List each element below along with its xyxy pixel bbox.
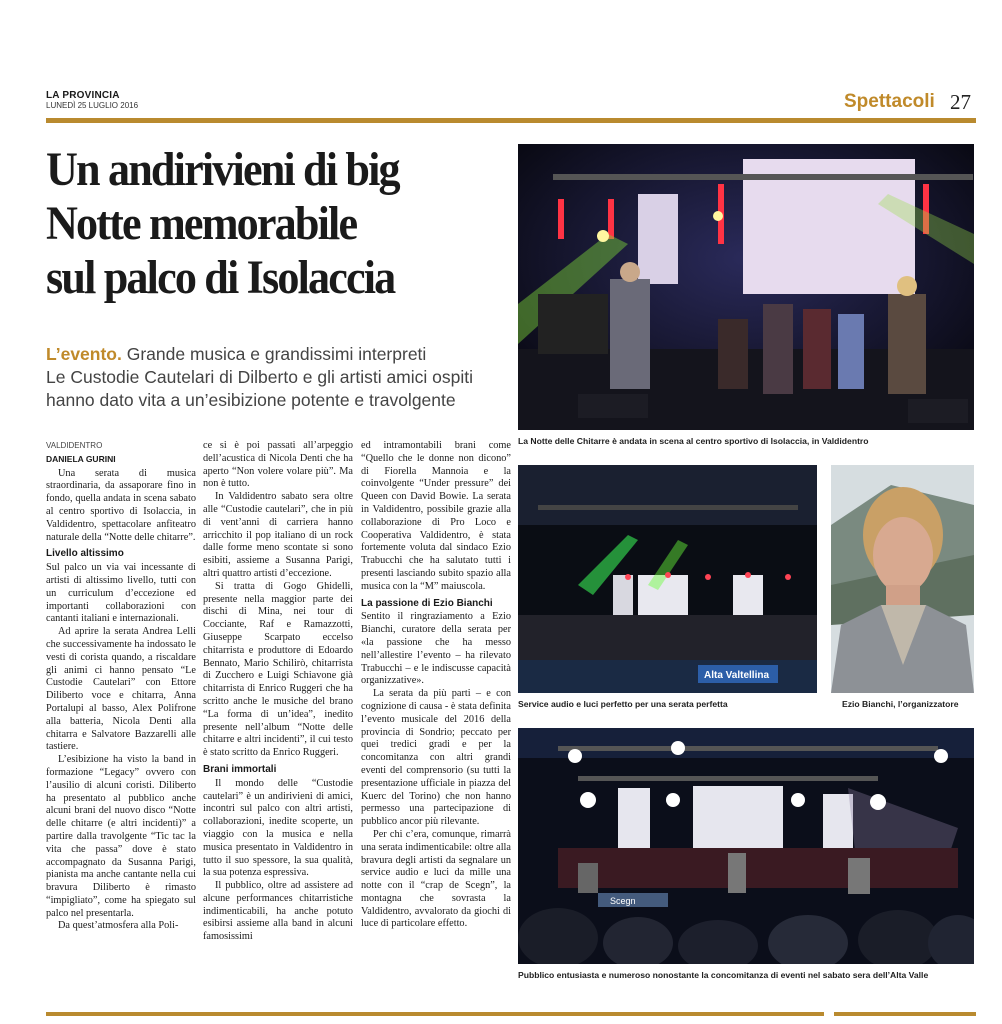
article-paragraph: Si tratta di Gogo Ghidelli, presente nella maggior parte dei dischi di Mina, nei tour di Cocciante, Raf e Ramazzotti, Giuseppe Scarpato eccelso chitarrista e produttore di Edoardo Bennato, Mario Schilirò, chitarrista di Zucchero e Luigi Schiavone già chitarrista di Enrico Ruggeri che ha scritto anche le musiche del brano “La forma di un’idea”, inedito presente nell’album “Notte delle chitarre e altri incidenti”, il cui testo è stato scritto da Enrico Ruggeri. — [203, 580, 353, 759]
deck-line-2: Le Custodie Cautelari di Dilberto e gli artisti amici ospiti — [46, 367, 473, 387]
article-paragraph: Da quest’atmosfera alla Poli- — [58, 920, 179, 932]
headline-line-3: sul palco di Isolaccia — [46, 251, 395, 304]
concert-stage-photo — [518, 144, 974, 430]
byline-place: VALDIDENTRO — [46, 441, 103, 450]
issue-date: LUNEDÌ 25 LUGLIO 2016 — [46, 101, 139, 110]
article-paragraph: Una serata di musica straordinaria, da assaporare fino in fondo, quella andata in scena sabato al centro sportivo di Isolaccia, in Valdidentro, spettacolare anfiteatro naturale della “Notte delle chitarre”. — [46, 467, 196, 543]
deck-line-1: Grande musica e grandissimi interpreti — [126, 344, 427, 364]
organizer-portrait-photo — [831, 465, 974, 693]
photo-caption-2: Service audio e luci perfetto per una serata perfetta — [518, 699, 728, 709]
article-paragraph: L’esibizione ha visto la band in formazione “Legacy” ovvero con l’ausilio di alcuni coristi. Diliberto ha presentato al pubblico anche alcuni brani del nuovo disco “Notte delle chitarre (e altri incidenti)” a partire dalla travolgente “Tic tac la vita che passa” dove è stato accompagnato da Susanna Parigi, pianista ma anche cantante nella cui bravura Diliberto è rimasto “impigliato”, come ha spiegato sul palco nel presentarla. — [46, 754, 196, 919]
article-paragraph: Sul palco un via vai incessante di artisti di altissimo livello, tutti con un curriculum d’eccezione ed importanti collaborazioni con cantanti italiani e internazionali. — [46, 562, 196, 625]
subhead: La passione di Ezio Bianchi — [361, 597, 493, 609]
article-column-1 — [46, 440, 196, 933]
newspaper-name: LA PROVINCIA — [46, 90, 120, 101]
article-paragraph: In Valdidentro sabato sera oltre alle “Custodie cautelari”, che in più di vent’anni di carriera hanno arricchito il pop italiano di un rock dalle forme meno scontate si sono esibiti, assieme a Susanna Parigi, altri quattro artisti d’eccezione. — [203, 491, 353, 579]
article-column-3 — [361, 440, 511, 931]
bottom-rule-right — [834, 1012, 976, 1016]
stage-lights-photo — [518, 465, 817, 693]
bottom-rule-left — [46, 1012, 824, 1016]
deck-kicker: L’evento. — [46, 344, 122, 364]
stage-sign-text: Scegn — [610, 896, 636, 906]
headline-line-1: Un andirivieni di big — [46, 143, 399, 196]
headline — [46, 143, 469, 305]
page-number: 27 — [950, 90, 971, 114]
article-paragraph: ed intramontabili brani come “Quello che le donne non dicono” di Fiorella Mannoia e la coinvolgente “Under pressure” dei Queen con David Bowie. La serata in Valdidentro, possibile grazie alla collaborazione di Pro Loco e Cooperativa Valdidentro, è stata fortemente voluta dal sindaco Ezio Trabucchi che ha salutato tutti i presenti lasciando subito spazio alla musica con la “M” maiuscola. — [361, 440, 511, 592]
section-title: Spettacoli — [844, 91, 935, 112]
article-paragraph: Il mondo delle “Custodie cautelari” è un andirivieni di amici, incontri sul palco con altri artisti, collaborazioni, inedite scoperte, un viaggio con la musica e nella musica presentato in Valdidentro in tutto il suo spessore, la sua qualità, la sua potenza espressiva. — [203, 777, 353, 879]
top-rule — [46, 118, 976, 123]
audience-photo — [518, 728, 974, 964]
article-paragraph: Sentito il ringraziamento a Ezio Bianchi, curatore della serata per «la passione che ha messo nell’allestire l’evento – ha rilevato Trabucchi – e le indiscusse capacità organizzative». — [361, 611, 511, 687]
subhead: Brani immortali — [203, 763, 277, 775]
article-paragraph: ce si è poi passati all’arpeggio dell’acustica di Nicola Denti che ha aperto “Non volere volare più”. Ma non è tutto. — [203, 440, 353, 490]
photo-caption-4: Pubblico entusiasta e numeroso nonostante la concomitanza di eventi nel sabato sera dell’Alta Valle — [518, 970, 929, 980]
deck-line-3: hanno dato vita a un’esibizione potente e travolgente — [46, 390, 456, 410]
alta-valtellina-banner: Alta Valtellina — [704, 670, 770, 681]
byline-author: DANIELA GURINI — [46, 453, 116, 464]
deck — [46, 343, 516, 412]
article-paragraph: La serata da più parti – e con cognizione di causa - è stata definita l’evento musicale del 2016 della provincia di Sondrio; peccato per quei tredici gradi e per la concomitanza con altri grandi eventi del comprensorio (su tutti la presentazione ufficiale in piazza del Kuerc del Torino) che non hanno permesso una partecipazione di pubblico ancor più rilevante. — [361, 688, 511, 828]
article-paragraph: Ad aprire la serata Andrea Lelli che successivamente ha indossato le vesti di corista quando, a riscaldare gli animi ci hanno pensato “Le Custodie Cautelari” con Ettore Diliberto voce e chitarra, Anna Portalupi al basso, Alex Polifrone alla batteria, Nicola Denti alla chitarra e Salvatore Bazzarelli alle tastiere. — [46, 626, 196, 753]
headline-line-2: Notte memorabile — [46, 197, 357, 250]
article-paragraph: Per chi c’era, comunque, rimarrà una serata indimenticabile: oltre alla bravura degli artisti da segnalare un service audio e luci da mille una notte con il “crap de Scegn”, la montagna che sovrasta la Valdidentro, avvalorato da giochi di luce di particolare effetto. — [361, 828, 511, 930]
photo-caption-1: La Notte delle Chitarre è andata in scena al centro sportivo di Isolaccia, in Valdidentro — [518, 436, 869, 446]
subhead: Livello altissimo — [46, 548, 124, 560]
article-paragraph: Il pubblico, oltre ad assistere ad alcune performances chitarristiche indimenticabili, ha anche potuto esibirsi assieme alla band in alcuni famosissimi — [203, 880, 353, 943]
article-column-2 — [203, 440, 353, 944]
photo-caption-3: Ezio Bianchi, l’organizzatore — [842, 699, 959, 709]
